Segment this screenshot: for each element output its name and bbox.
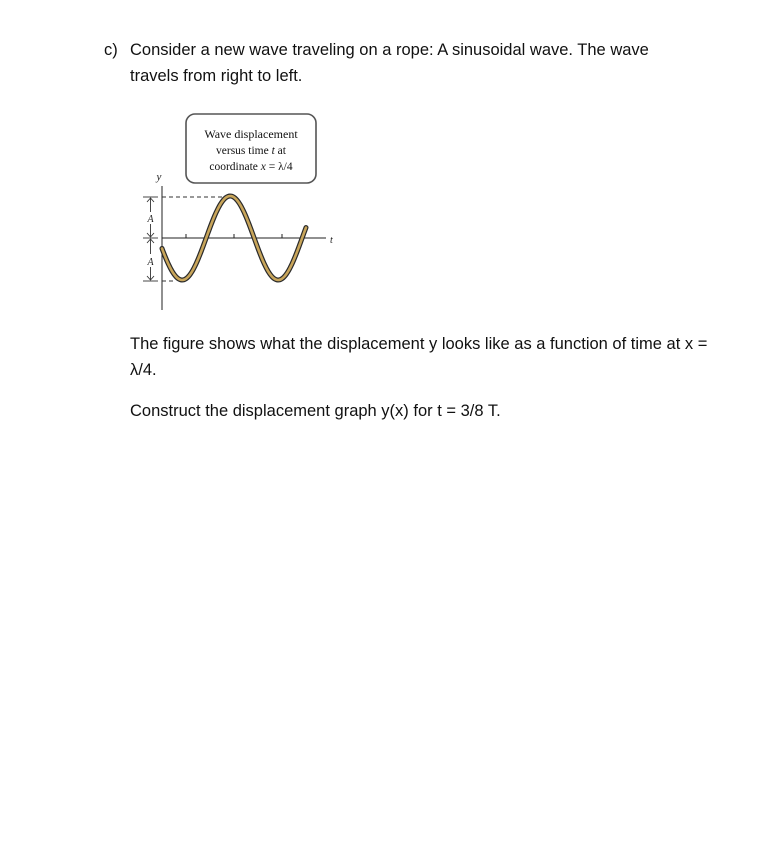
t-axis-label: t <box>330 235 333 246</box>
question-label: c) <box>104 41 118 59</box>
callout-line-2: versus time t at <box>216 145 286 157</box>
task-instruction: Construct the displacement graph y(x) for t = 3/8 T. <box>130 402 501 420</box>
figure-description: The figure shows what the displacement y looks like as a function of time at x = λ/4. <box>130 335 708 379</box>
amplitude-label-top: A <box>147 214 154 225</box>
question-text: Consider a new wave traveling on a rope: A sinusoidal wave. The wave travels from right to left. <box>130 41 649 85</box>
callout-line-3: coordinate x = λ/4 <box>209 161 293 173</box>
y-axis-label: y <box>156 171 162 183</box>
callout-line-1: Wave displacement <box>204 127 298 141</box>
wave-diagram <box>136 110 346 320</box>
amplitude-label-bottom: A <box>147 257 154 268</box>
wave-figure <box>136 110 346 320</box>
amplitude-indicator <box>143 197 158 281</box>
